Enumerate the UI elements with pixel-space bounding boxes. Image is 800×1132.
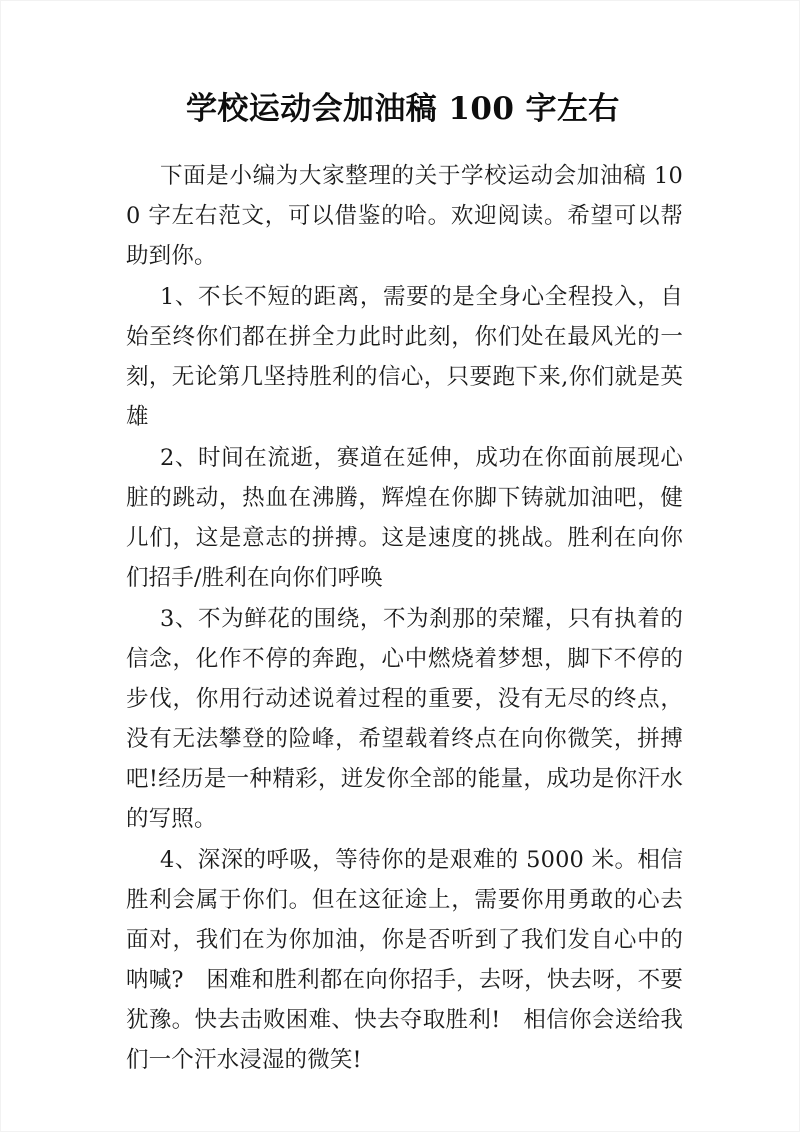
paragraph-item-4: 4、深深的呼吸，等待你的是艰难的 5000 米。相信胜利会属于你们。但在这征途上，需要你用勇敢的心去面对，我们在为你加油，你是否听到了我们发自心中的呐喊? 困难和胜利都在向你招手，去呀，快去呀，不要犹豫。快去击败困难、快去夺取胜利! 相信你会送给我们一个汗水浸湿的微笑! [126,847,683,1073]
paragraph-item-1: 1、不长不短的距离，需要的是全身心全程投入，自始至终你们都在拼全力此时此刻，你们处在最风光的一刻，无论第几坚持胜利的信心，只要跑下来,你们就是英雄 [126,284,683,430]
paragraph-intro: 下面是小编为大家整理的关于学校运动会加油稿 100 字左右范文，可以借鉴的哈。欢迎阅读。希望可以帮助到你。 [126,163,683,269]
document-body [126,0,683,1080]
paragraph-item-3: 3、不为鲜花的围绕，不为刹那的荣耀，只有执着的信念，化作不停的奔跑，心中燃烧着梦想，脚下不停的步伐，你用行动述说着过程的重要，没有无尽的终点，没有无法攀登的险峰，希望载着终点在向你微笑，拼搏吧!经历是一种精彩，迸发你全部的能量，成功是你汗水的写照。 [126,606,683,832]
paragraph-item-2: 2、时间在流逝，赛道在延伸，成功在你面前展现心脏的跳动，热血在沸腾，辉煌在你脚下铸就加油吧，健儿们，这是意志的拼搏。这是速度的挑战。胜利在向你们招手/胜利在向你们呼唤 [126,445,683,591]
page-title: 学校运动会加油稿 100 字左右 [186,91,620,127]
